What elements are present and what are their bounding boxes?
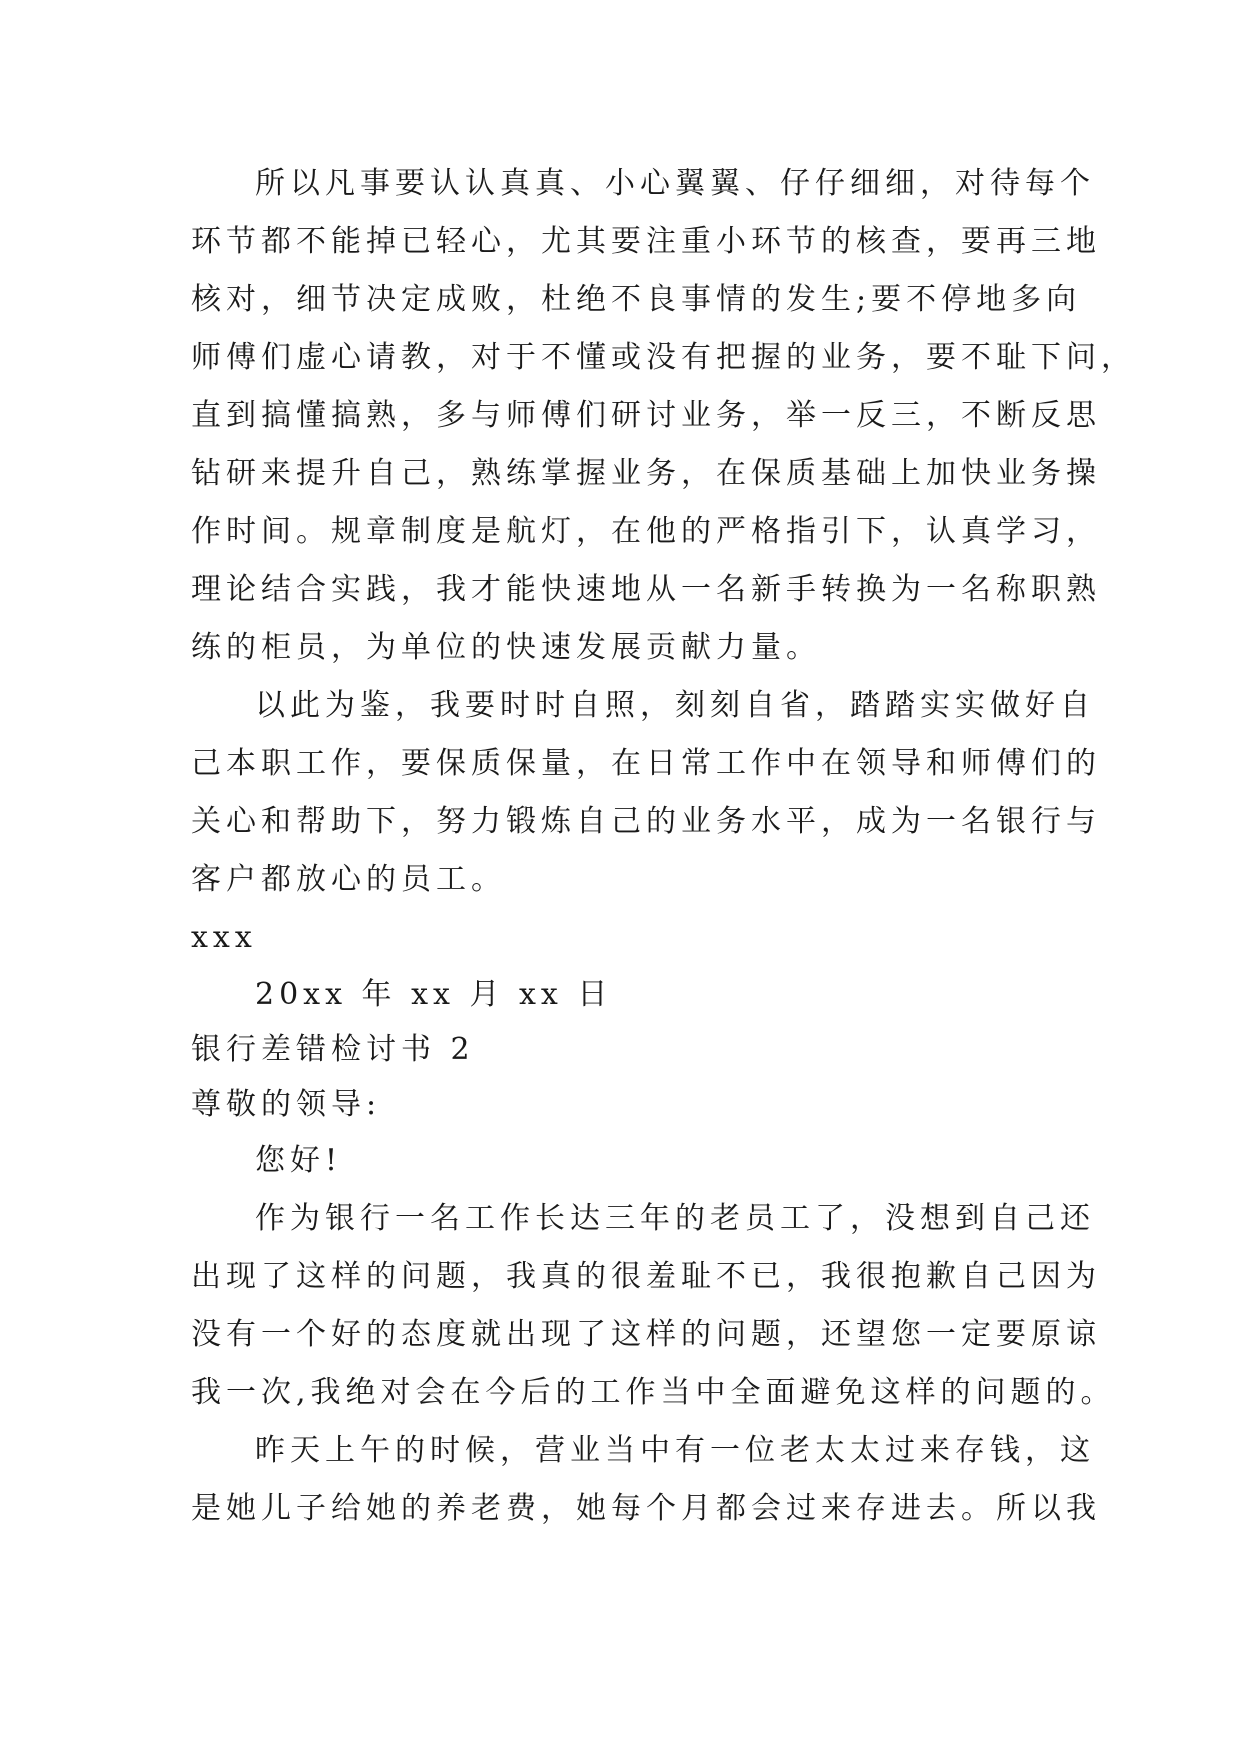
text-line: 练的柜员，为单位的快速发展贡献力量。: [191, 630, 821, 665]
text-line: 是她儿子给她的养老费，她每个月都会过来存进去。所以我: [191, 1491, 1101, 1526]
text-line: 核对，细节决定成败，杜绝不良事情的发生;要不停地多向: [191, 282, 1082, 317]
text-line: 昨天上午的时候，营业当中有一位老太太过来存钱，这: [255, 1433, 1095, 1468]
paragraph-2: [191, 677, 1101, 909]
text-line: 没有一个好的态度就出现了这样的问题，还望您一定要原谅: [191, 1317, 1101, 1352]
salutation: 尊敬的领导:: [191, 1087, 382, 1122]
text-line: 关心和帮助下，努力锻炼自己的业务水平，成为一名银行与: [191, 804, 1101, 839]
paragraph-3: [191, 1190, 1116, 1422]
text-line: 出现了这样的问题，我真的很羞耻不已，我很抱歉自己因为: [191, 1259, 1101, 1294]
text-line: 己本职工作，要保质保量，在日常工作中在领导和师傅们的: [191, 746, 1101, 781]
document-page: [191, 155, 1136, 1538]
text-line: 理论结合实践，我才能快速地从一名新手转换为一名称职熟: [191, 572, 1101, 607]
text-line: 以此为鉴，我要时时自照，刻刻自省，踏踏实实做好自: [255, 688, 1095, 723]
text-line: 作为银行一名工作长达三年的老员工了，没想到自己还: [255, 1201, 1095, 1236]
section-title: 银行差错检讨书 2: [191, 1032, 475, 1067]
greeting: 您好!: [255, 1143, 343, 1178]
text-line: 环节都不能掉已轻心，尤其要注重小环节的核查，要再三地: [191, 224, 1101, 259]
signature: xxx: [191, 920, 257, 955]
text-line: 我一次,我绝对会在今后的工作当中全面避免这样的问题的。: [191, 1375, 1116, 1410]
text-line: 直到搞懂搞熟，多与师傅们研讨业务，举一反三，不断反思: [191, 398, 1101, 433]
text-line: 客户都放心的员工。: [191, 862, 506, 897]
date: 20xx 年 xx 月 xx 日: [255, 977, 613, 1012]
paragraph-4: [191, 1422, 1101, 1538]
paragraph-1: [191, 155, 1136, 677]
text-line: 作时间。规章制度是航灯，在他的严格指引下，认真学习，: [191, 514, 1101, 549]
text-line: 钻研来提升自己，熟练掌握业务，在保质基础上加快业务操: [191, 456, 1101, 491]
text-line: 所以凡事要认认真真、小心翼翼、仔仔细细，对待每个: [255, 166, 1095, 201]
text-line: 师傅们虚心请教，对于不懂或没有把握的业务，要不耻下问，: [191, 340, 1136, 375]
